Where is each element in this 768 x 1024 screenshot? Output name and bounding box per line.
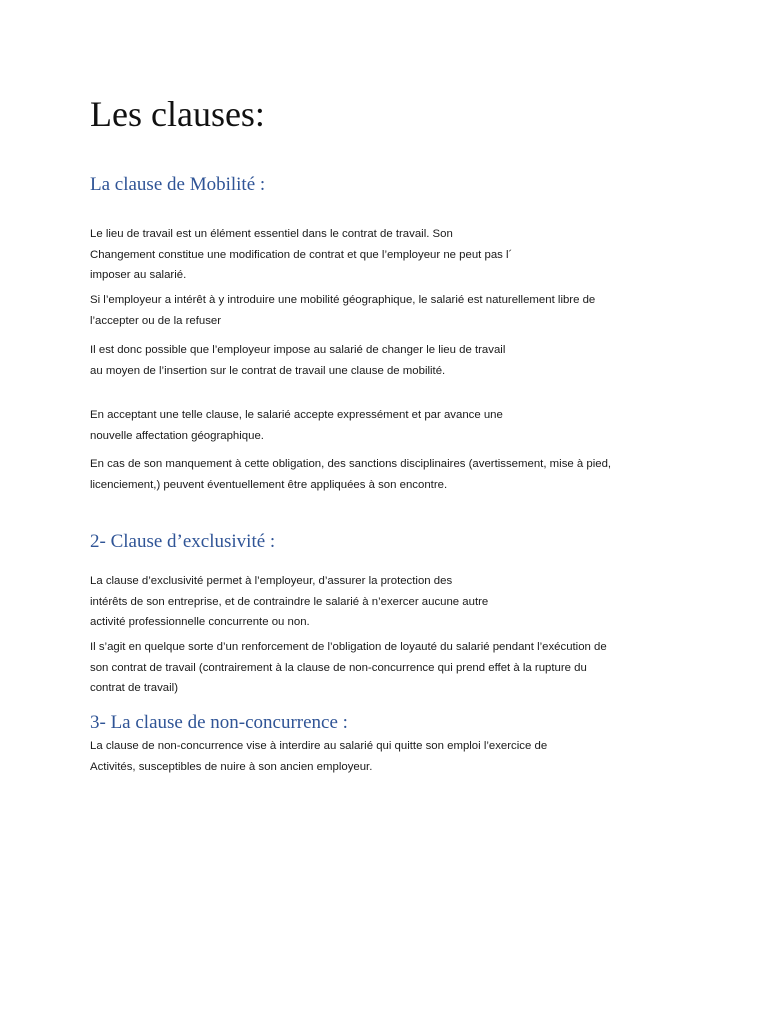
text-line: En acceptant une telle clause, le salarié accepte expressément et par avance une bbox=[90, 409, 503, 421]
text-line: activité professionnelle concurrente ou non. bbox=[90, 616, 310, 628]
paragraph-exclusivite-1 bbox=[90, 571, 488, 633]
heading-exclusivite: 2- Clause d’exclusivité : bbox=[90, 531, 276, 552]
text-line: au moyen de l’insertion sur le contrat de travail une clause de mobilité. bbox=[90, 364, 446, 377]
text-line: l’accepter ou de la refuser bbox=[90, 314, 222, 327]
text-line: licenciement,) peuvent éventuellement être appliquées à son encontre. bbox=[90, 478, 448, 491]
text-line: En cas de son manquement à cette obligation, des sanctions disciplinaires (avertissement, mise à pied, bbox=[90, 458, 612, 470]
paragraph-exclusivite-2 bbox=[90, 637, 607, 699]
page-title: Les clauses: bbox=[90, 94, 265, 134]
text-line: Si l’employeur a intérêt à y introduire une mobilité géographique, le salarié est naturellement libre de bbox=[90, 294, 596, 306]
heading-mobilite: La clause de Mobilité : bbox=[90, 174, 266, 195]
text-line: intérêts de son entreprise, et de contraindre le salarié à n’exercer aucune autre bbox=[90, 595, 489, 608]
heading-non-concurrence: 3- La clause de non-concurrence : bbox=[90, 712, 348, 733]
paragraph-mobilite-1 bbox=[90, 224, 512, 286]
text-line: imposer au salarié. bbox=[90, 269, 187, 281]
text-line: nouvelle affectation géographique. bbox=[90, 429, 264, 442]
text-line: Changement constitue une modification de contrat et que l’employeur ne peut pas l´ bbox=[90, 248, 513, 261]
text-line: Le lieu de travail est un élément essentiel dans le contrat de travail. Son bbox=[90, 228, 453, 240]
paragraph-mobilite-5 bbox=[90, 454, 611, 495]
text-line: La clause d’exclusivité permet à l’employeur, d’assurer la protection des bbox=[90, 575, 453, 587]
text-line: Activités, susceptibles de nuire à son ancien employeur. bbox=[90, 760, 373, 773]
text-line: Il s’agit en quelque sorte d’un renforcement de l’obligation de loyauté du salarié pendant l’exécution de bbox=[90, 641, 607, 653]
text-line: son contrat de travail (contrairement à la clause de non-concurrence qui prend effet à la rupture du bbox=[90, 661, 587, 674]
paragraph-mobilite-3 bbox=[90, 340, 505, 381]
paragraph-mobilite-2 bbox=[90, 290, 595, 331]
text-line: Il est donc possible que l’employeur impose au salarié de changer le lieu de travail bbox=[90, 344, 506, 356]
paragraph-non-concurrence-1 bbox=[90, 736, 547, 777]
text-line: La clause de non-concurrence vise à interdire au salarié qui quitte son emploi l’exercice de bbox=[90, 740, 548, 752]
paragraph-mobilite-4 bbox=[90, 405, 503, 446]
text-line: contrat de travail) bbox=[90, 682, 178, 694]
